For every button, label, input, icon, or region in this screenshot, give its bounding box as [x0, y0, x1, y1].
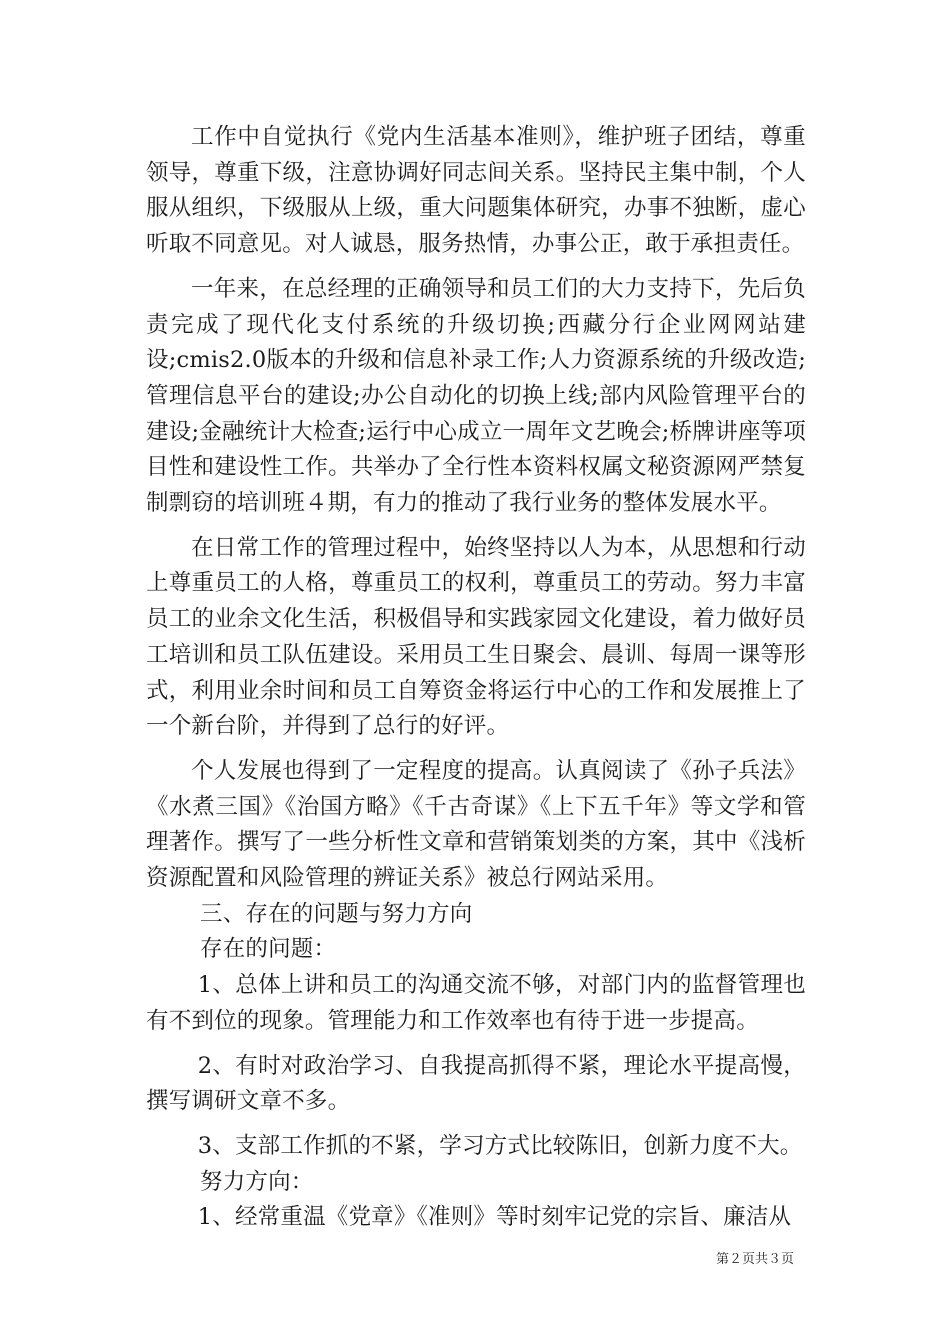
section-heading-problems: 三、存在的问题与努力方向: [200, 900, 473, 927]
problem-item-1: 1、总体上讲和员工的沟通交流不够，对部门内的监督管理也有不到位的现象。管理能力和工作效率也有待于进一步提高。: [146, 972, 806, 1034]
problem-item-3: 3、支部工作抓的不紧，学习方式比较陈旧，创新力度不大。: [197, 1132, 803, 1159]
paragraph-personal-development: 个人发展也得到了一定程度的提高。认真阅读了《孙子兵法》《水煮三国》《治国方略》《千古奇谋》《上下五千年》等文学和管理著作。撰写了一些分析性文章和营销策划类的方案，其中《浅析资源配置和风险管理的辨证关系》被总行网站采用。: [146, 757, 806, 892]
subheading-direction: 努力方向：: [200, 1168, 314, 1195]
page-number-footer: 第２页共３页: [716, 1252, 795, 1267]
document-body: [146, 120, 806, 1236]
problem-item-2: 2、有时对政治学习、自我提高抓得不紧，理论水平提高慢，撰写调研文章不多。: [146, 1052, 806, 1115]
paragraph-management: 在日常工作的管理过程中，始终坚持以人为本，从思想和行动上尊重员工的人格，尊重员工的权利，尊重员工的劳动。努力丰富员工的业余文化生活，积极倡导和实践家园文化建设，着力做好员工培训和员工队伍建设。采用员工生日聚会、晨训、每周一课等形式，利用业余时间和员工自筹资金将运行中心的工作和发展推上了一个新台阶，并得到了总行的好评。: [146, 534, 806, 740]
paragraph-achievements: 一年来，在总经理的正确领导和员工们的大力支持下，先后负责完成了现代化支付系统的升级切换;西藏分行企业网网站建设;cmis2.0版本的升级和信息补录工作;人力资源系统的升级改造;管理信息平台的建设;办公自动化的切换上线;部内风险管理平台的建设;金融统计大检查;运行中心成立一周年文艺晚会;桥牌讲座等项目性和建设性工作。共举办了全行性本资料权属文秘资源网严禁复制剽窃的培训班４期，有力的推动了我行业务的整体发展水平。: [146, 275, 806, 517]
paragraph-discipline: 工作中自觉执行《党内生活基本准则》，维护班子团结，尊重领导，尊重下级，注意协调好同志间关系。坚持民主集中制，个人服从组织，下级服从上级，重大问题集体研究，办事不独断，虚心听取不同意见。对人诚恳，服务热情，办事公正，敢于承担责任。: [146, 124, 806, 258]
subheading-problems: 存在的问题：: [200, 936, 337, 963]
direction-item-1: 1、经常重温《党章》《准则》等时刻牢记党的宗旨、廉洁从: [197, 1204, 792, 1231]
